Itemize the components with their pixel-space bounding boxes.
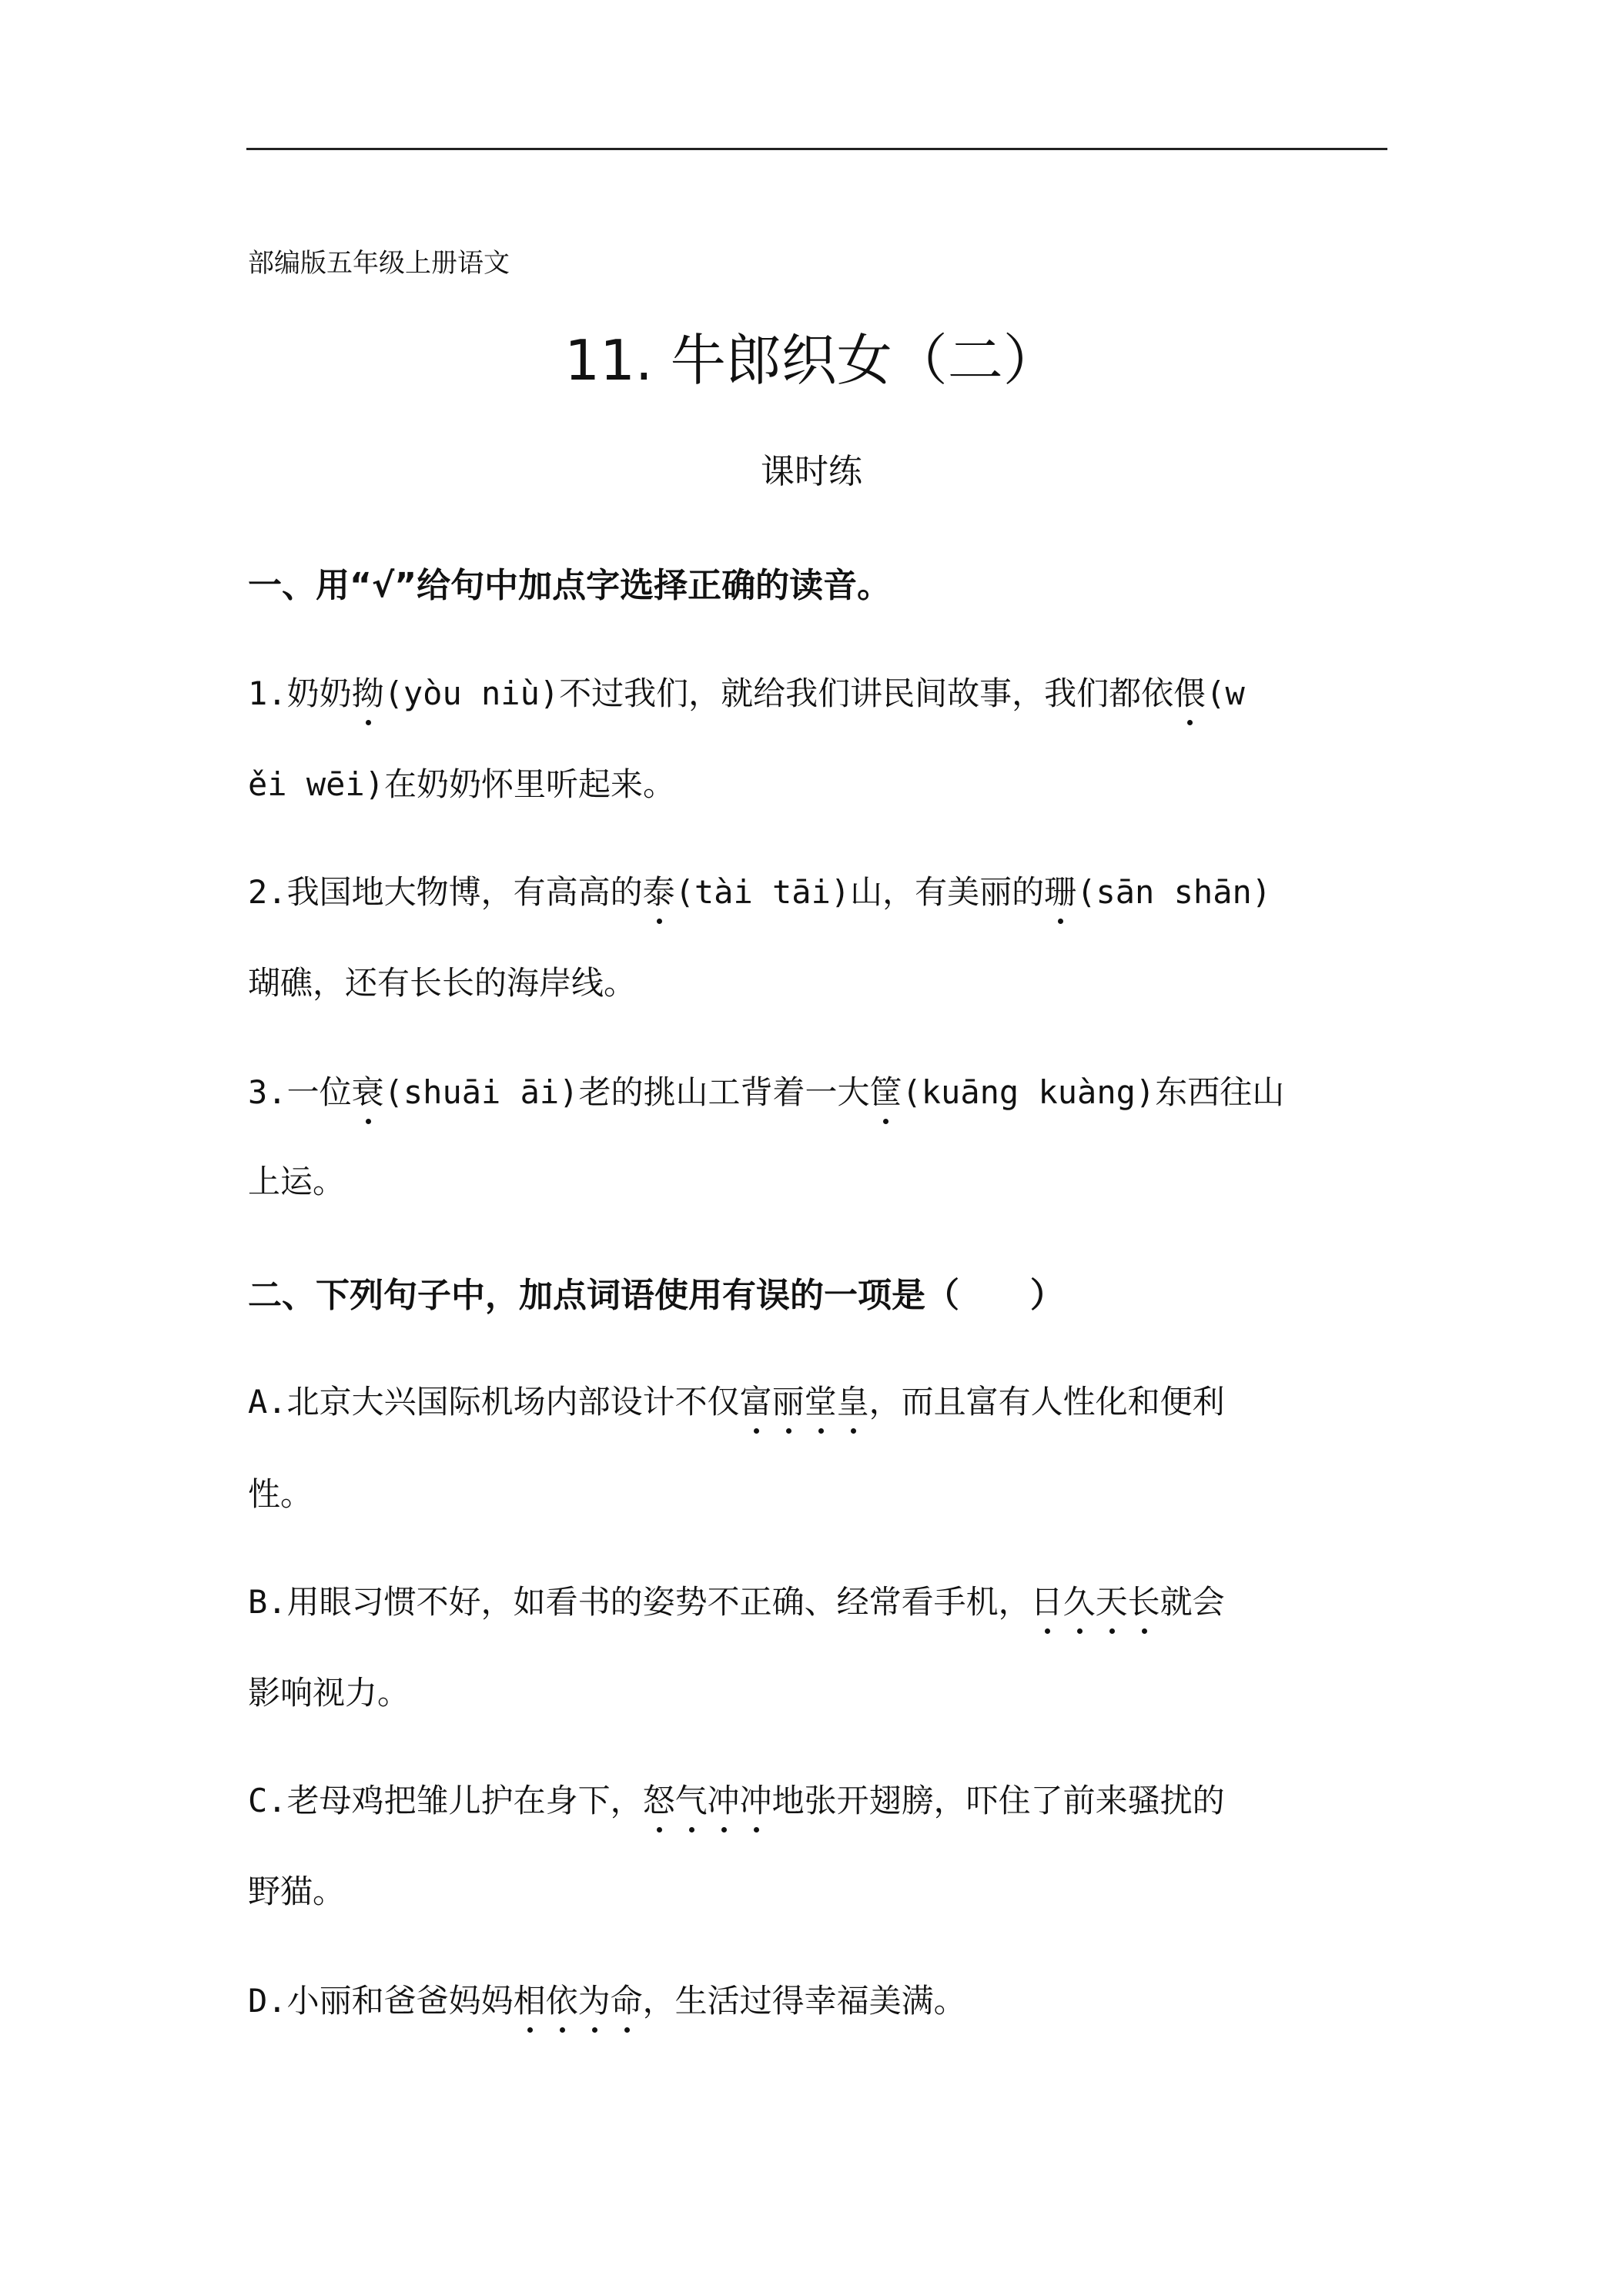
- header-divider: [246, 148, 1387, 150]
- header-label: 部编版五年级上册语文: [248, 248, 510, 279]
- page-title: 11. 牛郎织女（二）: [564, 328, 1059, 393]
- text-segment: (sān shān): [1076, 873, 1272, 911]
- dotted-character: 偎: [1173, 668, 1206, 715]
- dotted-character: 为: [578, 1976, 611, 2022]
- question-3-line-2: 上运。: [248, 1163, 346, 1200]
- dotted-character: 相: [514, 1976, 546, 2022]
- text-segment: D.小丽和爸爸妈妈: [248, 1982, 514, 2020]
- text-segment: B.用眼习惯不好，如看书的姿势不正确、经常看手机，: [248, 1583, 1031, 1621]
- text-segment: 3.一位: [248, 1073, 352, 1111]
- question-2-line-1: [248, 867, 1271, 913]
- dotted-character: 珊: [1044, 867, 1076, 913]
- dotted-character: 命: [611, 1976, 643, 2022]
- dotted-character: 衰: [352, 1067, 384, 1113]
- section-2-heading: 二、下列句子中，加点词语使用有误的一项是（ ）: [248, 1276, 1064, 1315]
- text-segment: 2.我国地大物博，有高高的: [248, 873, 643, 911]
- text-segment: ，生活过得幸福美满。: [642, 1982, 966, 2020]
- dotted-character: 久: [1063, 1577, 1096, 1623]
- option-c-line-2: 野猫。: [248, 1873, 346, 1910]
- dotted-character: 气: [675, 1776, 708, 1822]
- question-1-line-2: ěi wēi)在奶奶怀里听起来。: [248, 765, 676, 803]
- option-a-line-2: 性。: [248, 1475, 313, 1513]
- text-segment: ，而且富有人性化和便利: [868, 1383, 1225, 1421]
- dotted-character: 筐: [869, 1067, 902, 1113]
- dotted-character: 依: [546, 1976, 578, 2022]
- text-segment: (tài tāi)山，有美丽的: [674, 873, 1045, 911]
- text-segment: (yòu niù)不过我们，就给我们讲民间故事，我们都依: [383, 674, 1174, 712]
- question-2-line-2: 瑚礁，还有长长的海岸线。: [248, 964, 637, 1002]
- dotted-character: 拗: [352, 668, 384, 715]
- text-segment: A.北京大兴国际机场内部设计不仅: [248, 1383, 740, 1421]
- dotted-character: 日: [1031, 1577, 1063, 1623]
- option-a-line-1: [248, 1377, 1225, 1423]
- dotted-character: 冲: [708, 1776, 740, 1822]
- text-segment: (shuāi āi)老的挑山工背着一大: [383, 1073, 870, 1111]
- dotted-character: 长: [1128, 1577, 1160, 1623]
- dotted-character: 堂: [805, 1377, 837, 1423]
- dotted-character: 冲: [740, 1776, 772, 1822]
- section-1-heading: 一、用“√”给句中加点字选择正确的读音。: [248, 566, 892, 605]
- question-3-line-1: [248, 1067, 1284, 1113]
- dotted-character: 富: [740, 1377, 772, 1423]
- dotted-character: 天: [1096, 1577, 1128, 1623]
- text-segment: (w: [1206, 674, 1245, 712]
- option-d-line-1: [248, 1976, 966, 2022]
- text-segment: 1.奶奶: [248, 674, 352, 712]
- option-b-line-1: [248, 1577, 1225, 1623]
- page-subtitle: 课时练: [761, 452, 862, 491]
- dotted-character: 怒: [643, 1776, 675, 1822]
- text-segment: 就会: [1160, 1583, 1225, 1621]
- dotted-character: 泰: [643, 867, 675, 913]
- dotted-character: 皇: [837, 1377, 869, 1423]
- text-segment: 地张开翅膀，吓住了前来骚扰的: [771, 1782, 1225, 1819]
- text-segment: (kuāng kuàng)东西往山: [902, 1073, 1285, 1111]
- option-b-line-2: 影响视力。: [248, 1674, 410, 1712]
- option-c-line-1: [248, 1776, 1225, 1822]
- question-1-line-1: [248, 668, 1245, 715]
- dotted-character: 丽: [772, 1377, 805, 1423]
- text-segment: C.老母鸡把雏儿护在身下，: [248, 1782, 643, 1819]
